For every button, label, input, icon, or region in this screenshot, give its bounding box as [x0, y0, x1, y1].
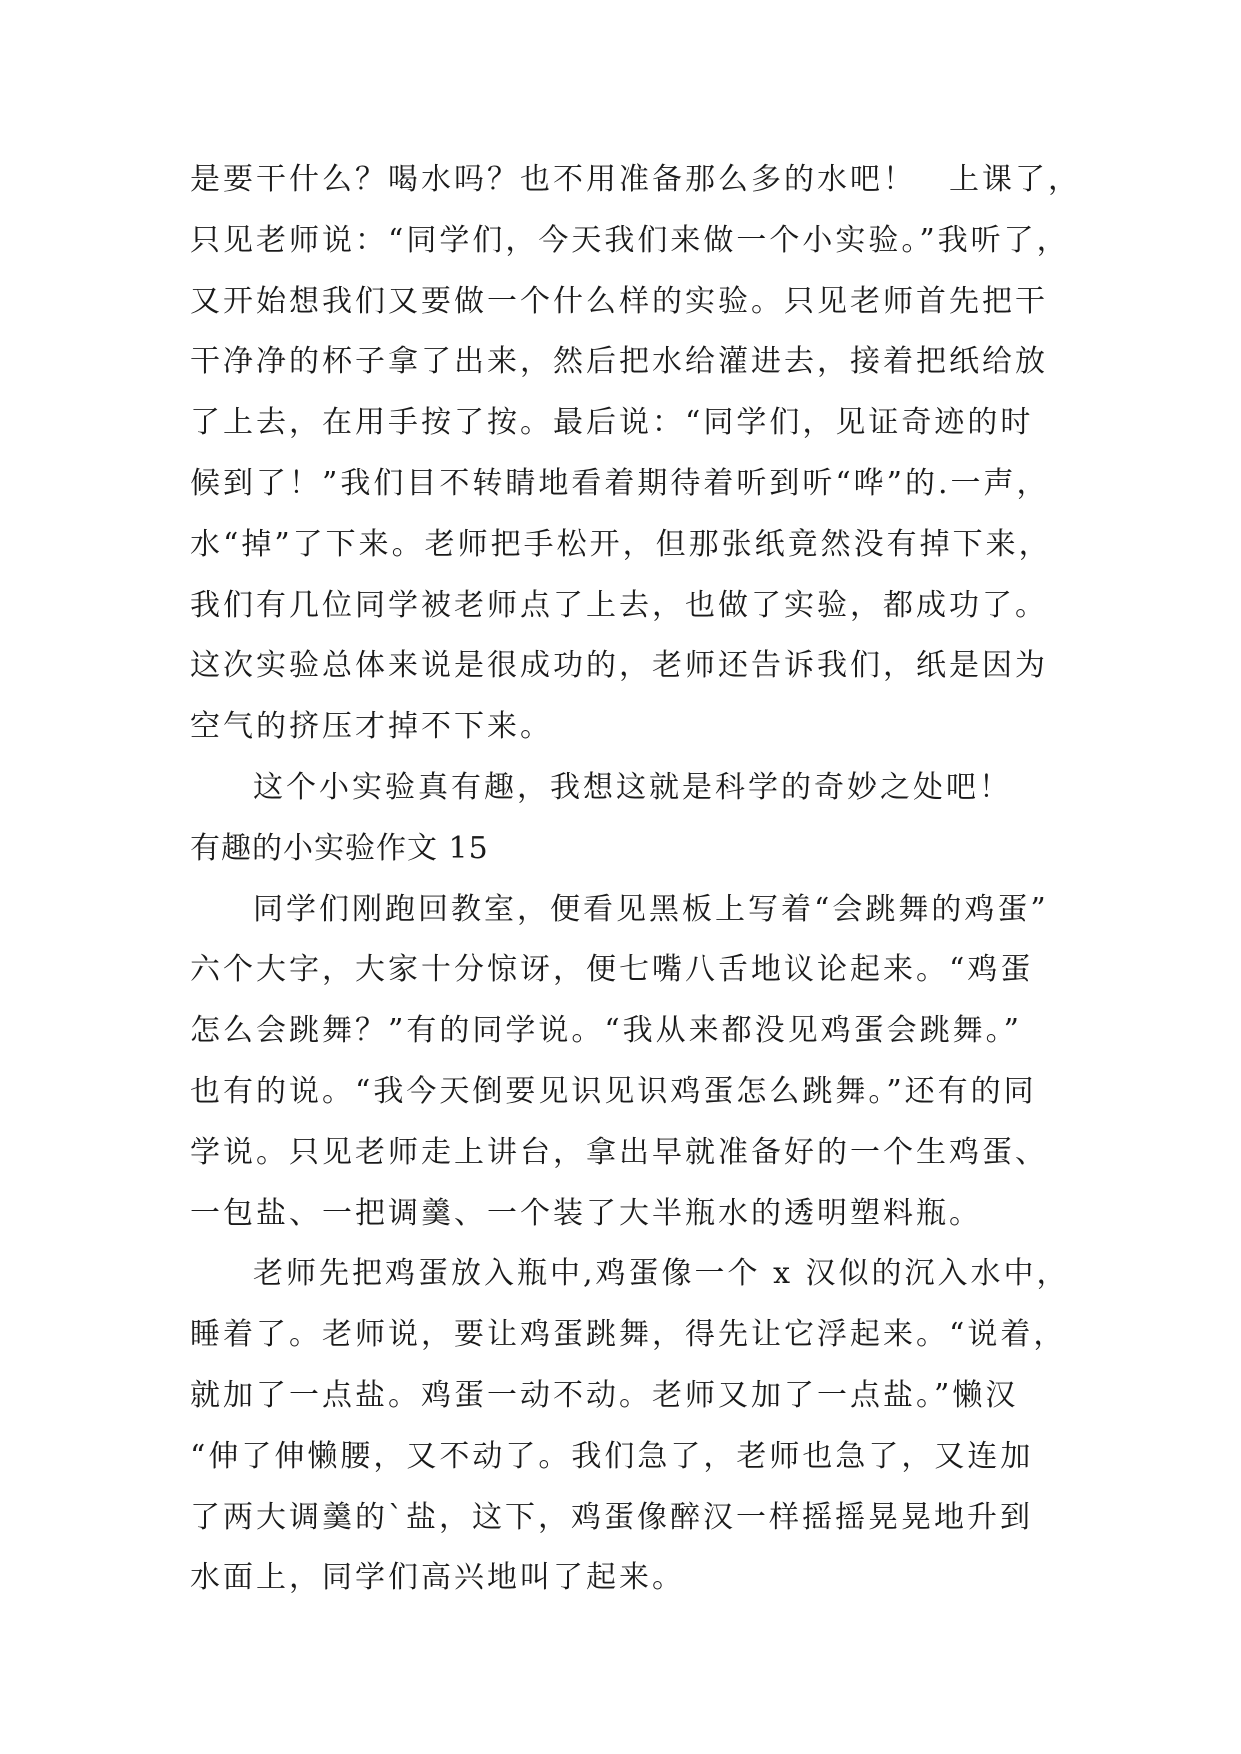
text-line: “伸了伸懒腰，又不动了。我们急了，老师也急了，又连加	[190, 1438, 1034, 1474]
text-line: 候到了！”我们目不转睛地看着期待着听到听“哗”的.一声，	[190, 465, 1050, 501]
text-line: 六个大字，大家十分惊讶，便七嘴八舌地议论起来。“鸡蛋	[190, 952, 1034, 988]
text-line: 老师先把鸡蛋放入瓶中,鸡蛋像一个 x 汉似的沉入水中，	[253, 1256, 1070, 1292]
text-line: 一包盐、一把调羹、一个装了大半瓶水的透明塑料瓶。	[190, 1195, 982, 1231]
text-line: 就加了一点盐。鸡蛋一动不动。老师又加了一点盐。”懒汉	[190, 1377, 1019, 1413]
text-line: 也有的说。“我今天倒要见识见识鸡蛋怎么跳舞。”还有的同	[190, 1073, 1037, 1109]
text-line: 水面上，同学们高兴地叫了起来。	[190, 1560, 685, 1596]
text-line: 水“掉”了下来。老师把手松开，但那张纸竟然没有掉下来，	[190, 526, 1052, 562]
text-line: 了两大调羹的`盐，这下，鸡蛋像醉汉一样摇摇晃晃地升到	[190, 1499, 1033, 1535]
text-line: 又开始想我们又要做一个什么样的实验。只见老师首先把干	[190, 283, 1048, 319]
document-page	[190, 150, 1081, 1609]
text-line: 这次实验总体来说是很成功的，老师还告诉我们，纸是因为	[190, 648, 1048, 684]
text-line: 空气的挤压才掉不下来。	[190, 709, 553, 745]
text-line: 同学们刚跑回教室，便看见黑板上写着“会跳舞的鸡蛋”	[253, 891, 1049, 927]
text-line: 睡着了。老师说，要让鸡蛋跳舞，得先让它浮起来。“说着，	[190, 1317, 1067, 1353]
text-line: 了上去，在用手按了按。最后说：“同学们，见证奇迹的时	[190, 405, 1034, 441]
text-line: 干净净的杯子拿了出来，然后把水给灌进去，接着把纸给放	[190, 344, 1048, 380]
text-line: 是要干什么？喝水吗？也不用准备那么多的水吧！ 上课了，	[190, 162, 1081, 197]
text-line: 这个小实验真有趣，我想这就是科学的奇妙之处吧！	[253, 769, 1012, 805]
text-line: 只见老师说：“同学们，今天我们来做一个小实验。”我听了，	[190, 222, 1070, 258]
text-line: 我们有几位同学被老师点了上去，也做了实验，都成功了。	[190, 587, 1048, 623]
section-heading: 有趣的小实验作文 15	[190, 830, 489, 866]
text-line: 怎么会跳舞？”有的同学说。“我从来都没见鸡蛋会跳舞。”	[190, 1013, 1023, 1049]
text-line: 学说。只见老师走上讲台，拿出早就准备好的一个生鸡蛋、	[190, 1134, 1048, 1170]
